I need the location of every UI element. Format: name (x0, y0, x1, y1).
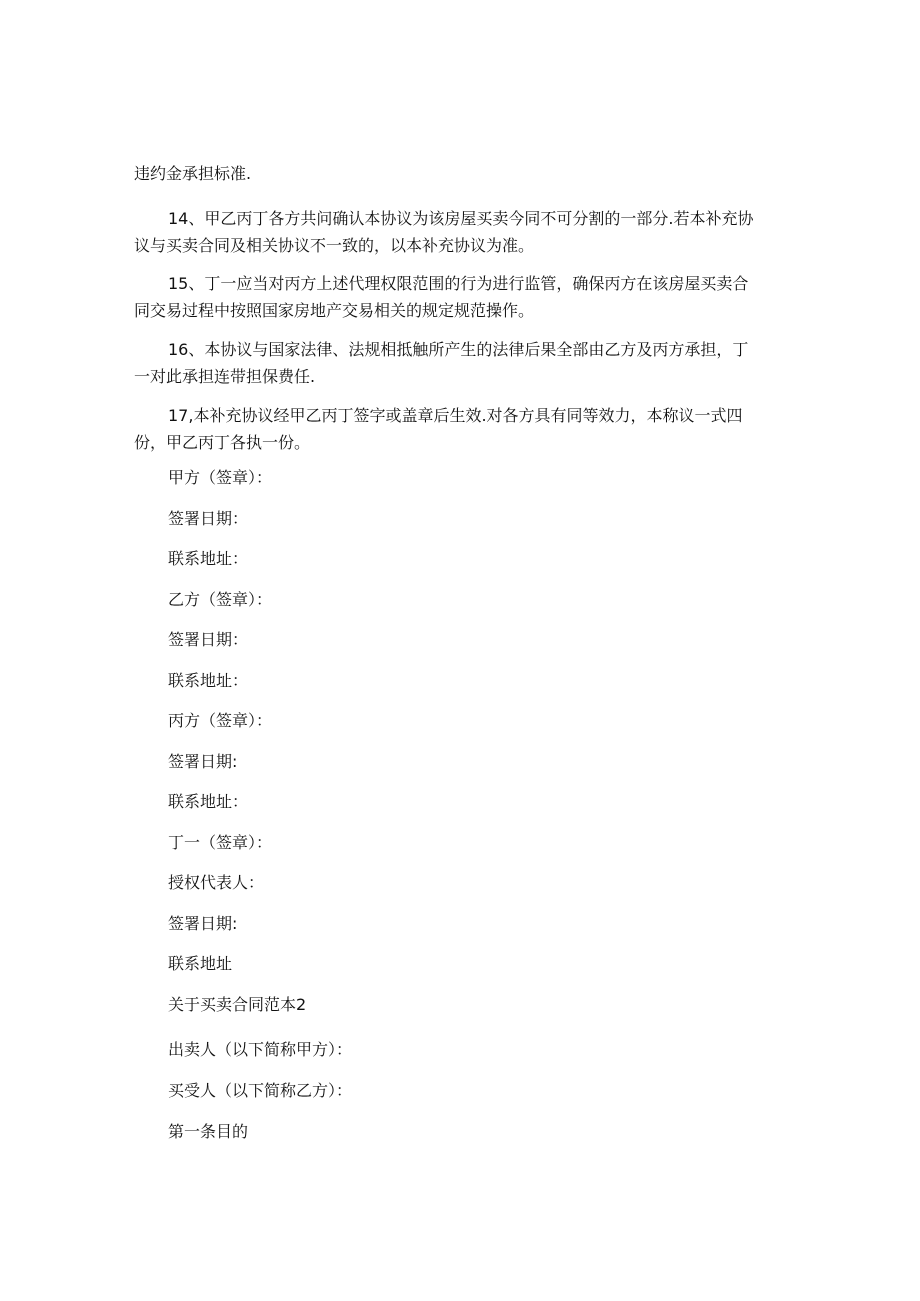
paragraph-line: 议与买卖合同及相关协议不一致的，以本补充协议为准。 (134, 236, 535, 255)
paragraph-line: 一对此承担连带担保费任. (134, 367, 316, 386)
paragraph-clause-15 (134, 270, 786, 324)
paragraph-line: 同交易过程中按照国家房地产交易相关的规定规范操作。 (134, 301, 535, 320)
contact-address-label: 联系地址 (168, 954, 233, 973)
party-d-signature-label: 丁一（签章）： (168, 833, 273, 852)
paragraph-line: 14、甲乙丙丁各方共问确认本协议为该房屋买卖今同不可分割的一部分.若本补充协 (168, 209, 754, 228)
paragraph-line: 16、本协议与国家法律、法规相抵触所产生的法律后果全部由乙方及丙方承担，丁 (168, 340, 749, 359)
signing-date-label: 签署日期： (168, 509, 249, 528)
paragraph-continuation (134, 160, 786, 187)
signing-date-label: 签署日期： (168, 630, 249, 649)
party-c-signature-label: 丙方（签章）： (168, 711, 273, 730)
paragraph-line: 15、丁一应当对丙方上述代理权限范围的行为进行监管，确保丙方在该房屋买卖合 (168, 274, 749, 293)
paragraph-line: 违约金承担标准. (134, 164, 252, 183)
article-heading: 第一条目的 (168, 1122, 249, 1141)
contact-address-label: 联系地址： (168, 792, 249, 811)
paragraph-line: 份，甲乙丙丁各执一份。 (134, 433, 311, 452)
contact-address-label: 联系地址： (168, 549, 249, 568)
seller-label: 出卖人（以下简称甲方）： (168, 1040, 353, 1059)
paragraph-clause-17 (134, 402, 786, 456)
contact-address-label: 联系地址： (168, 671, 249, 690)
authorized-representative-label: 授权代表人： (168, 873, 265, 892)
paragraph-clause-14 (134, 205, 786, 259)
buyer-label: 买受人（以下简称乙方）： (168, 1081, 353, 1100)
party-b-signature-label: 乙方（签章）： (168, 590, 273, 609)
signing-date-label: 签署日期: (168, 914, 238, 933)
section-title: 关于买卖合同范本2 (168, 995, 307, 1014)
paragraph-clause-16 (134, 336, 786, 390)
signing-date-label: 签署日期: (168, 752, 238, 771)
paragraph-line: 17,本补充协议经甲乙丙丁签字或盖章后生效.对各方具有同等效力，本称议一式四 (168, 406, 743, 425)
party-a-signature-label: 甲方（签章）： (168, 468, 273, 487)
